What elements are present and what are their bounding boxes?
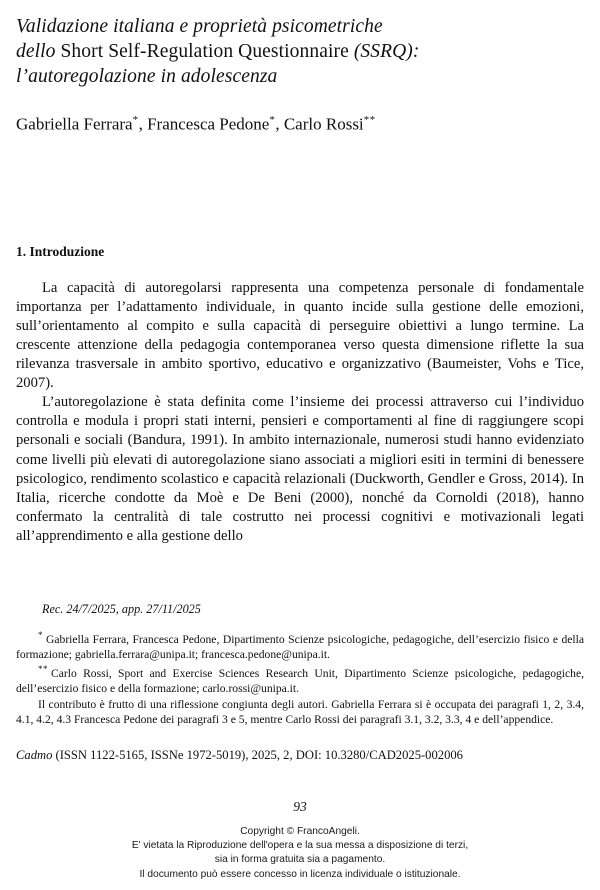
footnote-contributions: Il contributo è frutto di una riflessione congiunta degli autori. Gabriella Ferrara si è occupata dei paragrafi 1, 2, 3.4, 4.1, 4.2, 4.3 Francesca Pedone dei paragrafi 3 e 5, mentre Carlo Rossi dei paragrafi 3.1, 3.2, 3.3, 4 e dell’appendice.	[16, 697, 584, 726]
author-separator-1: ,	[138, 114, 148, 134]
author-name-1: Gabriella Ferrara	[16, 114, 133, 134]
journal-citation-line	[16, 747, 584, 763]
copyright-line-4: Il documento può essere concesso in licenza individuale o istituzionale.	[139, 868, 461, 880]
copyright-line-1: Copyright © FrancoAngeli.	[240, 826, 360, 837]
author-name-2: Francesca Pedone	[147, 114, 270, 134]
journal-name: Cadmo	[16, 747, 53, 762]
article-title-line-2	[16, 39, 584, 64]
body-paragraph-1: La capacità di autoregolarsi rappresenta una competenza personale di fondamentale importanza per l’adattamento individuale, in quanto incide sulla gestione delle emozioni, sull’orientamento al compito e sulla capacità di perseguire obiettivi a lungo termine. La crescente attenzione della pedagogia contemporanea verso questa dimensione riflette la sua rilevanza trasversale in ambito sportivo, educativo e organizzativo (Baumeister, Vohs e Tice, 2007).	[16, 279, 584, 392]
title-text-line-1: Validazione italiana e proprietà psicometriche	[16, 16, 383, 37]
copyright-line-3: sia in forma gratuita sia a pagamento.	[214, 854, 386, 866]
copyright-notice	[0, 825, 600, 882]
footnote-text-1: Gabriella Ferrara, Francesca Pedone, Dipartimento Scienze psicologiche, pedagogiche, dell’esercizio fisico e della formazione; gabriella.ferrara@unipa.it; francesca.pedone@unipa.it.	[16, 632, 584, 662]
author-footnote-marker-2: *	[269, 114, 276, 126]
article-title-line-1	[16, 14, 584, 39]
author-separator-2: ,	[275, 114, 284, 134]
article-title-block	[16, 14, 584, 89]
footnote-marker-single-asterisk: *	[38, 630, 43, 640]
received-accepted-line: Rec. 24/7/2025, app. 27/11/2025	[42, 602, 201, 616]
page-number: 93	[293, 799, 307, 814]
footnote-authors-affiliation-1	[16, 628, 584, 662]
article-title-line-3	[16, 64, 584, 89]
journal-citation-details: (ISSN 1122-5165, ISSNe 1972-5019), 2025, 2, DOI: 10.3280/CAD2025-002006	[52, 747, 463, 762]
title-text-acronym: (SSRQ):	[348, 41, 420, 62]
author-list	[16, 109, 584, 136]
footnote-zone	[16, 601, 584, 763]
footnote-marker-double-asterisk: **	[38, 664, 48, 675]
title-text-dello: dello	[16, 41, 61, 62]
title-text-line-3: l’autoregolazione in adolescenza	[16, 66, 278, 87]
footnote-text-2: Carlo Rossi, Sport and Exercise Sciences Research Unit, Dipartimento Scienze psicologiche, pedagogiche, dell’esercizio fisico e della formazione; carlo.rossi@unipa.it.	[16, 667, 584, 696]
title-text-instrument-name: Short Self-Regulation Questionnaire	[60, 41, 349, 62]
author-footnote-marker-3: **	[363, 114, 376, 126]
copyright-line-2: E' vietata la Riproduzione dell'opera e la sua messa a disposizione di terzi,	[131, 840, 469, 852]
body-paragraph-2: L’autoregolazione è stata definita come l’insieme dei processi attraverso cui l’individuo controlla e modula i propri stati interni, pensieri e comportamenti al fine di raggiungere scopi personali e sociali (Bandura, 1991). In ambito internazionale, numerosi studi hanno evidenziato come livelli più elevati di autoregolazione siano associati a migliori esiti in termini di benessere psicologico, rendimento scolastico e capacità relazionali (Duckworth, Gendler e Gross, 2014). In Italia, ricerche condotte da Moè e De Beni (2000), nonché da Cornoldi (2018), hanno confermato la centralità di tale costrutto nei processi cognitivi e motivazionali legati all’apprendimento e alla gestione dello	[16, 394, 584, 544]
author-footnote-marker-1: *	[132, 114, 139, 126]
section-heading-introduzione: 1. Introduzione	[16, 243, 105, 259]
footnote-authors-affiliation-2	[16, 662, 584, 696]
author-name-3: Carlo Rossi	[283, 114, 364, 134]
